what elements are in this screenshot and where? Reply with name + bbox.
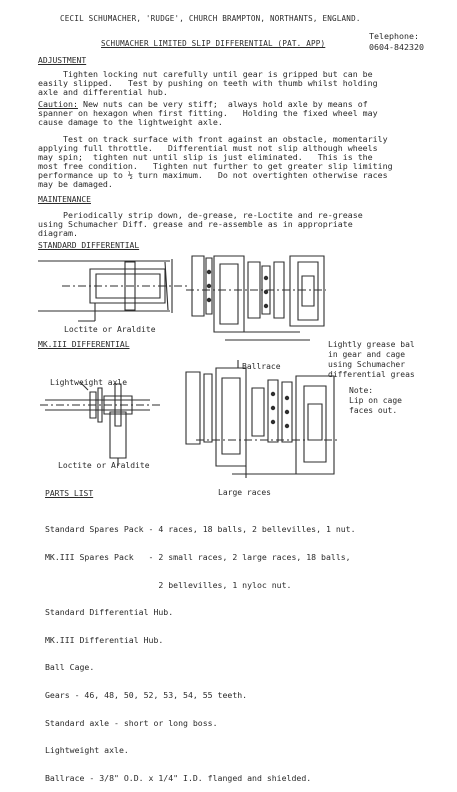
list-item: Standard Spares Pack - 4 races, 18 balls, 2 bellevilles, 1 nut. [45,524,356,535]
list-item: Lightweight axle. [45,745,129,756]
standard-loctite-label: Loctite or Araldite [64,325,156,334]
list-item: Standard axle - short or long boss. [45,717,218,728]
standard-diff-heading: STANDARD DIFFERENTIAL [38,241,140,250]
caution-paragraph: Caution: New nuts can be very stiff; always hold axle by means of spanner on hexagon when first fitting. Holding the fixed wheel may cause damage to the lightweight axle. [38,99,378,127]
mk3-loctite-label: Loctite or Araldite [58,461,150,470]
parts-list-heading: PARTS LIST [45,489,94,498]
list-item: Ball Cage. [45,662,95,673]
list-item: Standard Differential Hub. [45,607,174,618]
parts-list [45,507,356,792]
large-races-label: Large races [218,488,271,497]
list-item: 2 bellevilles, 1 nyloc nut. [45,579,292,590]
maintenance-heading: MAINTENANCE [38,195,91,204]
list-item: Ballrace - 3/8" O.D. x 1/4" I.D. flanged and shielded. [45,772,312,783]
lightweight-axle-label: Lightweight axle [50,378,128,387]
mk3-diff-exploded-drawing [186,360,340,478]
lightweight-axle-drawing [40,382,160,466]
adjustment-paragraph: Tighten locking nut carefully until gear is gripped but can be easily slipped. Test by pushing on teeth with thumb whilst holding axle and differential hub. [38,69,378,97]
document-title: SCHUMACHER LIMITED SLIP DIFFERENTIAL (PAT. APP) [101,39,326,48]
test-paragraph: Test on track surface with front against an obstacle, momentarily applying full throttle. Differential must not slip although wheels may spin; tighten nut until slip is just eliminated. This is the most free condition. Tighten nut further to get greater slip limiting performance up to ½ turn maximum. Do not overtighten otherwise races may be damaged. [38,134,393,189]
mk3-diff-heading: MK.III DIFFERENTIAL [38,340,130,349]
telephone-label: Telephone: [369,31,419,41]
list-item: MK.III Spares Pack - 2 small races, 2 large races, 18 balls, [45,552,351,563]
standard-diff-exploded-drawing [186,256,326,340]
list-item: MK.III Differential Hub. [45,634,164,645]
grease-note: Lightly grease bal in gear and cage using Schumacher differential greas [328,340,415,379]
adjustment-heading: ADJUSTMENT [38,56,87,65]
maintenance-paragraph: Periodically strip down, de-grease, re-Loctite and re-grease using Schumacher Diff. grease and re-assemble as in appropriate diagram. [38,210,363,238]
caution-label: Caution: [38,99,78,109]
company-address: CECIL SCHUMACHER, 'RUDGE', CHURCH BRAMPTON, NORTHANTS, ENGLAND. [60,14,361,23]
list-item: Gears - 46, 48, 50, 52, 53, 54, 55 teeth. [45,690,248,701]
ballrace-label: Ballrace [242,362,281,371]
cage-note: Note: Lip on cage faces out. [349,386,402,415]
telephone-number: 0604-842320 [369,42,424,52]
standard-axle-drawing [38,259,190,321]
